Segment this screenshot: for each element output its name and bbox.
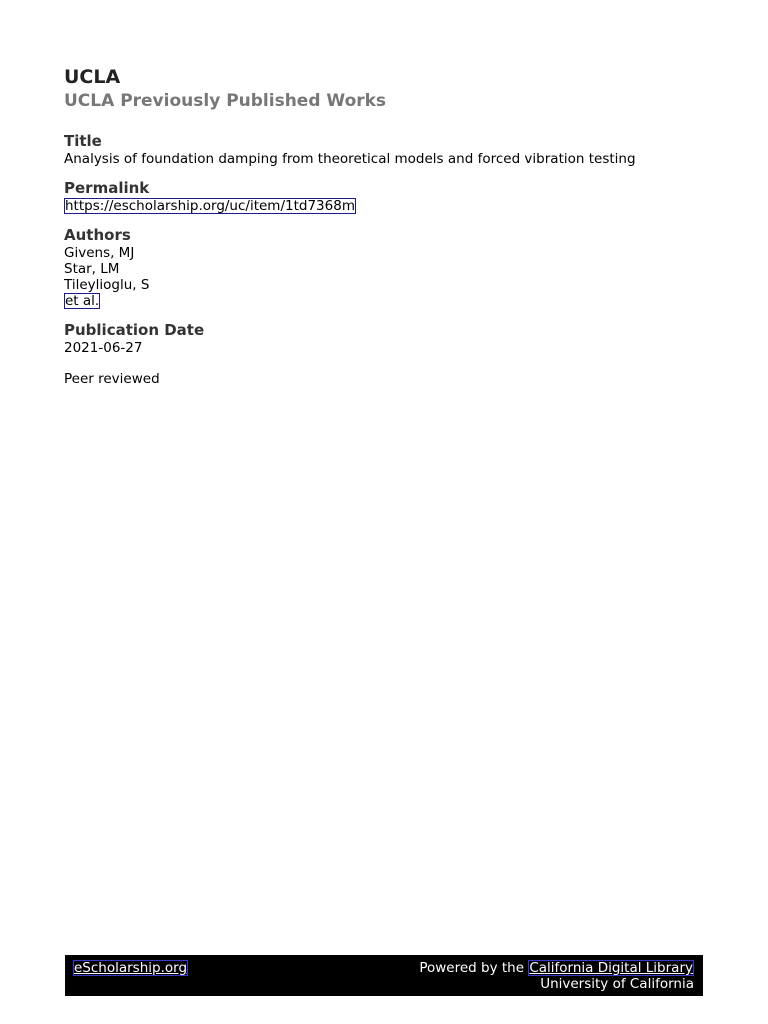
et-al-link[interactable]: et al.	[65, 293, 100, 309]
footer-bar	[65, 955, 703, 996]
peer-review-status: Peer reviewed	[64, 371, 160, 387]
footer-right	[419, 960, 694, 992]
publication-date: 2021-06-27	[64, 340, 143, 356]
author-name: Givens, MJ	[64, 245, 135, 261]
authors-label: Authors	[64, 226, 131, 244]
university-name: University of California	[540, 976, 694, 992]
powered-by-line	[419, 960, 694, 976]
author-name: Star, LM	[64, 261, 120, 277]
institution-name: UCLA	[64, 66, 121, 88]
powered-by-text: Powered by the	[419, 960, 525, 976]
authors-list	[64, 245, 704, 309]
document-title: Analysis of foundation damping from theoretical models and forced vibration testing	[64, 151, 636, 167]
series-name: UCLA Previously Published Works	[64, 91, 387, 111]
cdl-link[interactable]: California Digital Library	[529, 960, 693, 976]
cover-page	[64, 64, 704, 387]
permalink-label: Permalink	[64, 179, 150, 197]
author-name: Tileylioglu, S	[64, 277, 150, 293]
permalink-link[interactable]: https://escholarship.org/uc/item/1td7368m	[65, 198, 355, 214]
permalink-row	[64, 198, 704, 214]
footer-left	[73, 960, 188, 976]
title-label: Title	[64, 132, 102, 150]
escholarship-link[interactable]: eScholarship.org	[74, 960, 188, 976]
publication-date-label: Publication Date	[64, 321, 205, 339]
